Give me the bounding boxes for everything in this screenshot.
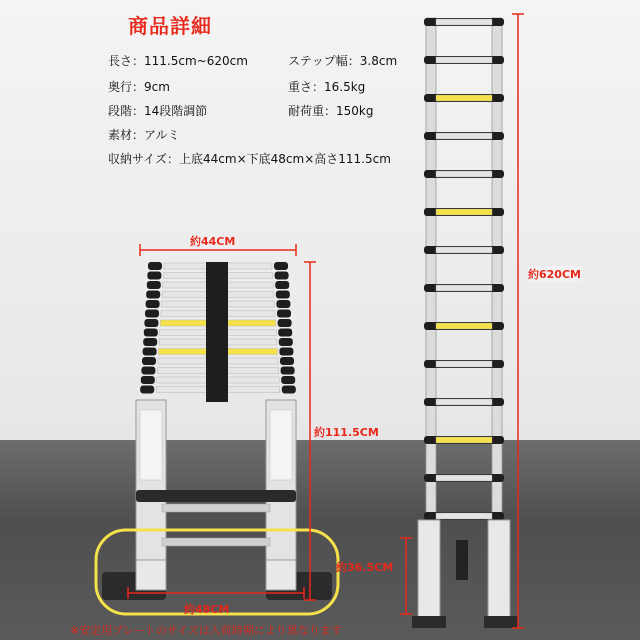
extended-rung bbox=[436, 209, 492, 215]
folded-left-cap bbox=[145, 310, 159, 318]
dim-label-bottom-width: 約48CM bbox=[184, 603, 230, 616]
folded-right-cap bbox=[275, 281, 289, 289]
extended-rung bbox=[436, 323, 492, 329]
folded-right-cap bbox=[274, 262, 288, 270]
folded-ladder bbox=[96, 262, 338, 614]
folded-left-cap bbox=[147, 272, 161, 280]
dim-label-top-width: 約44CM bbox=[190, 235, 236, 248]
extended-rung bbox=[436, 95, 492, 101]
extended-strap bbox=[456, 540, 468, 580]
extended-rung bbox=[436, 133, 492, 139]
folded-left-cap bbox=[146, 300, 160, 308]
folded-right-label bbox=[270, 410, 292, 480]
left-foot bbox=[136, 560, 166, 590]
folded-left-cap bbox=[144, 319, 158, 327]
folded-left-cap bbox=[148, 262, 162, 270]
extended-rung bbox=[436, 247, 492, 253]
dim-label-extended-height: 約620CM bbox=[528, 268, 581, 281]
folded-bottom-rung-3 bbox=[162, 538, 270, 546]
extended-right-base-leg bbox=[488, 520, 510, 620]
folded-left-cap bbox=[147, 281, 161, 289]
folded-right-cap bbox=[276, 291, 290, 299]
spec-steps: 段階：14段階調節 bbox=[108, 104, 208, 118]
extended-rung bbox=[436, 475, 492, 481]
folded-left-cap bbox=[144, 329, 158, 337]
folded-right-cap bbox=[282, 386, 296, 394]
folded-left-cap bbox=[143, 338, 157, 346]
extended-rung bbox=[436, 285, 492, 291]
extended-left-base-leg bbox=[418, 520, 440, 620]
extended-rung bbox=[436, 513, 492, 519]
dim-label-folded-height: 約111.5CM bbox=[314, 426, 379, 439]
dim-label-base-height: 約36.5CM bbox=[336, 561, 394, 574]
extended-left-plate bbox=[412, 616, 446, 628]
folded-bottom-rung-1 bbox=[136, 490, 296, 502]
folded-right-cap bbox=[275, 272, 289, 280]
extended-right-plate bbox=[484, 616, 518, 628]
extended-ladder bbox=[412, 18, 518, 628]
folded-bottom-rung-2 bbox=[162, 504, 270, 512]
spec-weight: 重さ：16.5kg bbox=[288, 80, 366, 94]
folded-right-cap bbox=[276, 300, 290, 308]
folded-strap bbox=[206, 262, 228, 402]
spec-storage-size: 収納サイズ：上底44cm×下底48cm×高さ111.5cm bbox=[108, 152, 391, 166]
plate-size-note: ※安定用プレートのサイズは入荷時期により異なります bbox=[70, 624, 342, 637]
extended-rung bbox=[436, 19, 492, 25]
extended-rung bbox=[436, 57, 492, 63]
folded-right-cap bbox=[281, 376, 295, 384]
folded-left-cap bbox=[146, 291, 160, 299]
folded-left-cap bbox=[143, 348, 157, 356]
spec-material: 素材：アルミ bbox=[108, 128, 180, 142]
folded-left-cap bbox=[141, 367, 155, 375]
folded-left-label bbox=[140, 410, 162, 480]
extended-rung bbox=[436, 399, 492, 405]
folded-left-cap bbox=[141, 376, 155, 384]
folded-right-cap bbox=[279, 338, 293, 346]
folded-right-cap bbox=[278, 319, 292, 327]
extended-rung bbox=[436, 171, 492, 177]
right-foot bbox=[266, 560, 296, 590]
folded-right-cap bbox=[280, 357, 294, 365]
folded-left-cap bbox=[140, 386, 154, 394]
folded-right-cap bbox=[281, 367, 295, 375]
page-title: 商品詳細 bbox=[128, 14, 212, 38]
folded-right-cap bbox=[278, 329, 292, 337]
folded-left-cap bbox=[142, 357, 156, 365]
spec-step-width: ステップ幅：3.8cm bbox=[288, 54, 398, 68]
folded-right-cap bbox=[277, 310, 291, 318]
extended-rung bbox=[436, 361, 492, 367]
extended-rung bbox=[436, 437, 492, 443]
spec-load: 耐荷重：150kg bbox=[288, 104, 374, 118]
spec-length: 長さ：111.5cm~620cm bbox=[108, 54, 248, 68]
folded-right-cap bbox=[279, 348, 293, 356]
spec-depth: 奥行：9cm bbox=[108, 80, 170, 94]
